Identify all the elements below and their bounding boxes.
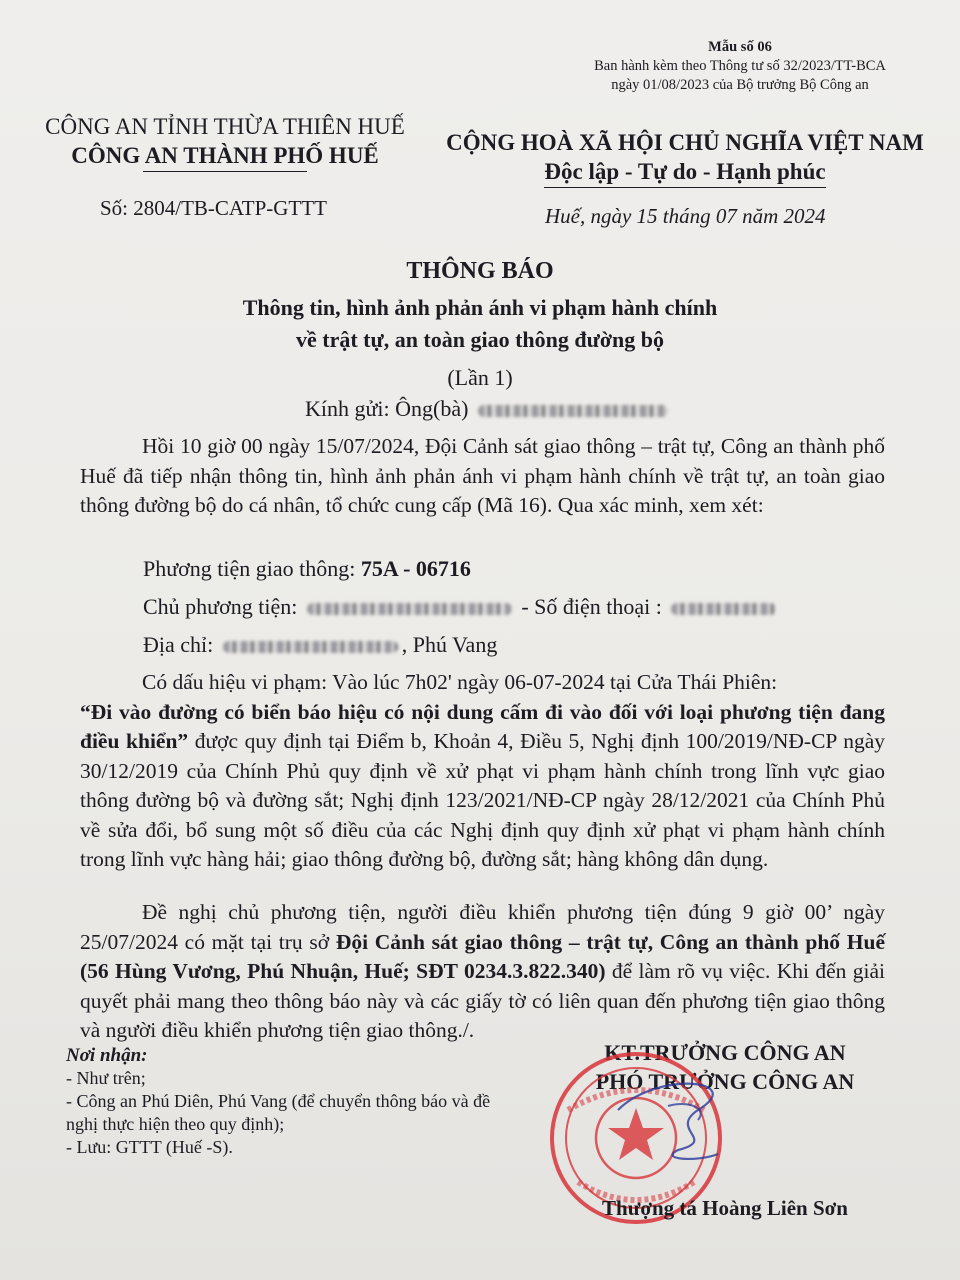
recipient-line <box>305 396 672 422</box>
document-title: THÔNG BÁO <box>406 258 554 284</box>
paragraph-receipt <box>80 432 885 521</box>
signature-line2: PHÓ TRƯỞNG CÔNG AN <box>595 1069 855 1094</box>
violation-description: “Đi vào đường có biển báo hiệu có nội dung cấm đi vào đối với loại phương tiện đang điều khiển” <box>80 699 885 753</box>
address-district: , Phú Vang <box>401 632 498 657</box>
vehicle-field <box>143 556 471 582</box>
recipients-list <box>66 1044 506 1159</box>
recipient-label: Kính gửi: Ông(bà) <box>305 396 469 421</box>
violation-intro: Có dấu hiệu vi phạm: Vào lúc 7h02' ngày 06-07-2024 tại Cửa Thái Phiên: <box>142 670 778 694</box>
recipients-heading: Nơi nhận: <box>66 1045 148 1066</box>
form-issued-with: Ban hành kèm theo Thông tư số 32/2023/TT-BCA <box>594 58 886 74</box>
owner-field <box>143 594 780 620</box>
phone-label: - Số điện thoại : <box>521 594 662 619</box>
paragraph-request <box>80 898 885 1046</box>
national-header <box>440 128 930 188</box>
violation-legal-basis: được quy định tại Điểm b, Khoản 4, Điều 5, Nghị định 100/2019/NĐ-CP ngày 30/12/2019 của Chính Phủ quy định về xử phạt vi phạm hành chính trong lĩnh vực giao thông đường bộ và đường sắt; Nghị định 123/2021/NĐ-CP ngày 28/12/2021 của Chính Phủ về sửa đổi, bổ sung một số điều của các Nghị định quy định xử phạt vi phạm hành chính trong lĩnh vực hàng hải; giao thông đường bộ, đường sắt; hàng không dân dụng. <box>80 729 885 871</box>
signer-name: Thượng tá Hoàng Liên Sơn <box>602 1196 848 1220</box>
recipients-item: - Lưu: GTTT (Huế -S). <box>66 1137 233 1157</box>
redacted-address <box>223 641 398 653</box>
redacted-recipient-name <box>478 405 668 417</box>
request-rest: để làm rõ vụ việc. Khi đến giải quyết phải mang theo thông báo này và các giấy tờ có liên quan đến phương tiện giao thông và người điều khiển phương tiện giao thông./. <box>80 959 885 1042</box>
redacted-phone <box>671 603 776 615</box>
redacted-owner-name <box>307 603 512 615</box>
request-place: Đội Cảnh sát giao thông – trật tự, Công an thành phố Huế (56 Hùng Vương, Phú Nhuận, Huế; SĐT 0234.3.822.340) <box>80 929 885 983</box>
form-reference <box>560 38 920 95</box>
agency-line2: CÔNG AN THÀNH PHỐ HUẾ <box>71 143 379 168</box>
document-subtitle-1: Thông tin, hình ảnh phản ánh vi phạm hành chính <box>242 295 718 320</box>
paragraph-violation <box>80 668 885 875</box>
national-title: CỘNG HOÀ XÃ HỘI CHỦ NGHĨA VIỆT NAM <box>446 130 924 155</box>
owner-label: Chủ phương tiện: <box>143 594 298 619</box>
national-motto: Độc lập - Tự do - Hạnh phúc <box>544 157 825 188</box>
issuing-agency <box>40 112 410 170</box>
notice-count: (Lần 1) <box>447 365 513 390</box>
vehicle-label: Phương tiện giao thông: <box>143 556 356 581</box>
recipients-item: - Công an Phú Diên, Phú Vang (để chuyển thông báo và đề nghị thực hiện theo quy định); <box>66 1091 491 1134</box>
document-number: Số: 2804/TB-CATP-GTTT <box>100 196 327 220</box>
agency-line1: CÔNG AN TỈNH THỪA THIÊN HUẾ <box>45 114 405 139</box>
paragraph-receipt-text: Hồi 10 giờ 00 ngày 15/07/2024, Đội Cảnh sát giao thông – trật tự, Công an thành phố Huế đã tiếp nhận thông tin, hình ảnh phản ánh vi phạm hành chính về trật tự, an toàn giao thông đường bộ do cá nhân, tổ chức cung cấp (Mã 16). Qua xác minh, xem xét: <box>80 434 885 517</box>
signature-line1: KT.TRƯỞNG CÔNG AN <box>604 1040 846 1065</box>
address-label: Địa chỉ: <box>143 632 214 657</box>
address-field <box>143 632 497 658</box>
document-date: Huế, ngày 15 tháng 07 năm 2024 <box>545 204 826 228</box>
document-subtitle-2: về trật tự, an toàn giao thông đường bộ <box>295 327 664 352</box>
form-number: Mẫu số 06 <box>708 39 772 55</box>
form-issued-date: ngày 01/08/2023 của Bộ trưởng Bộ Công an <box>611 77 869 93</box>
recipients-item: - Như trên; <box>66 1068 146 1088</box>
vehicle-plate: 75A - 06716 <box>360 556 471 581</box>
request-intro: Đề nghị chủ phương tiện, người điều khiển phương tiện đúng 9 giờ 00’ ngày 25/07/2024 có mặt tại trụ sở <box>80 900 885 954</box>
